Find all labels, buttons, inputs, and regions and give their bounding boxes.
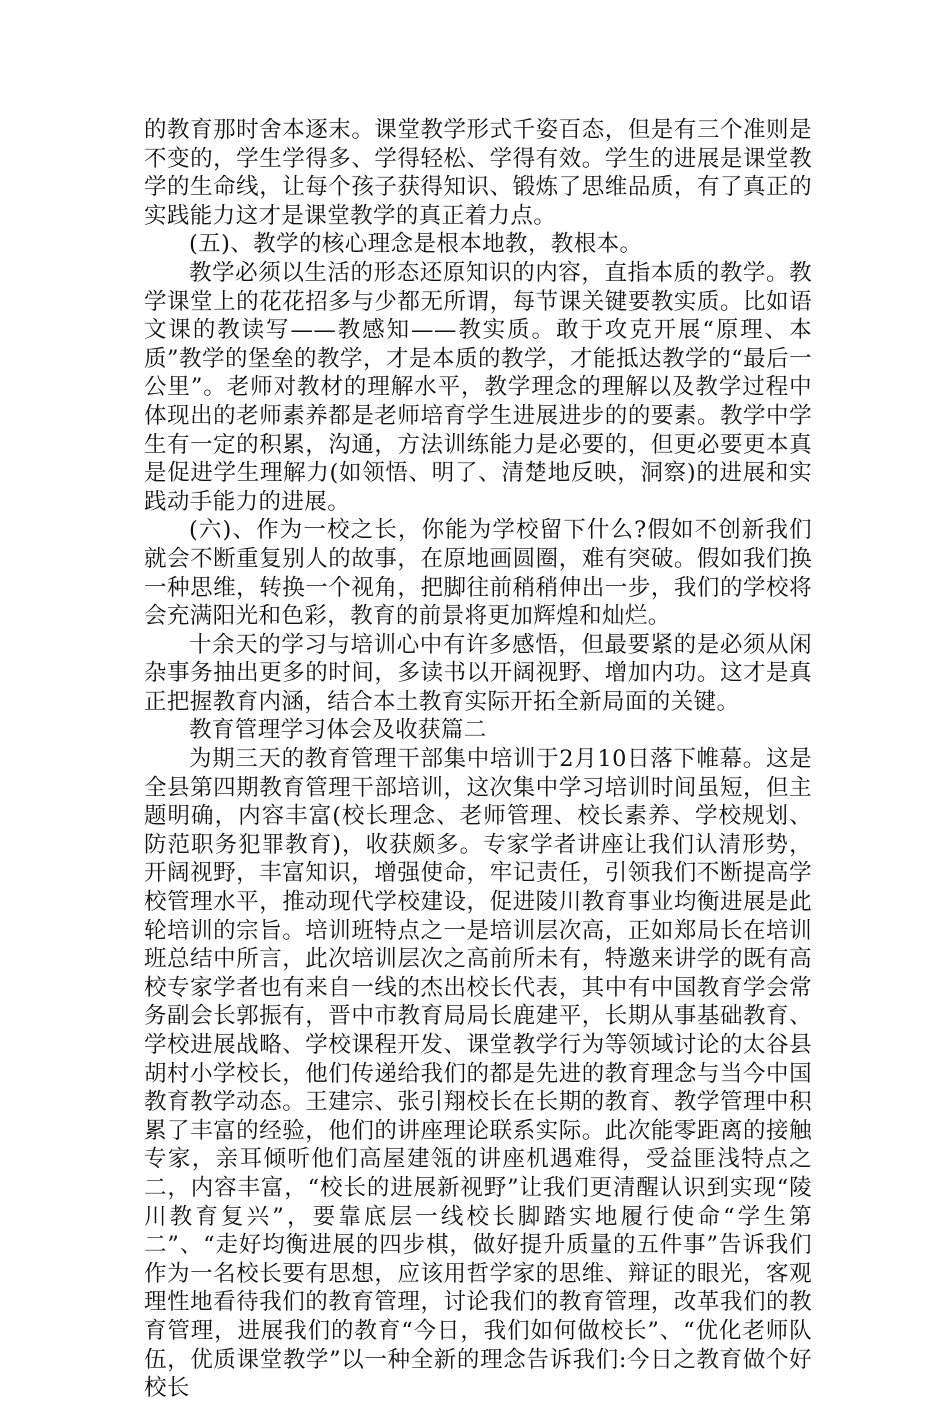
- section-heading-five: (五)、教学的核心理念是根本地教，教根本。: [189, 231, 643, 258]
- paragraph-training-summary: 为期三天的教育管理干部集中培训于2月10日落下帷幕。这是全县第四期教育管理干部培训，这次集中学习培训时间虽短，但主题明确，内容丰富(校长理念、老师管理、校长素养、学校规划、防范职务犯罪教育)，收获颇多。专家学者讲座让我们认清形势，开阔视野，丰富知识，增强使命，牢记责任，引领我们不断提高学校管理水平，推动现代学校建设，促进陵川教育事业均衡进展是此轮培训的宗旨。培训班特点之一是培训层次高，正如郑局长在培训班总结中所言，此次培训层次之高前所未有，特邀来讲学的既有高校专家学者也有来自一线的杰出校长代表，其中有中国教育学会常务副会长郭振有，晋中市教育局局长鹿建平，长期从事基础教育、学校进展战略、学校课程开发、课堂教学行为等领域讨论的太谷县胡村小学校长，他们传递给我们的都是先进的教育理念与当今中国教育教学动态。王建宗、张引翔校长在长期的教育、教学管理中积累了丰富的经验，他们的讲座理论联系实际。此次能零距离的接触专家，亲耳倾听他们高屋建瓴的讲座机遇难得，受益匪浅特点之二，内容丰富，“校长的进展新视野”让我们更清醒认识到实现“陵川教育复兴”，要靠底层一线校长脚踏实地履行使命“学生第二”、“走好均衡进展的四步棋，做好提升质量的五件事”告诉我们作为一名校长要有思想，应该用哲学家的思维、辩证的眼光，客观理性地看待我们的教育管理，讨论我们的教育管理，改革我们的教育管理，进展我们的教育“今日，我们如何做校长”、“优化老师队伍，优质课堂教学”以一种全新的理念告诉我们:今日之教育做个好校长: [144, 746, 812, 1402]
- paragraph-reflection: 十余天的学习与培训心中有许多感悟，但最要紧的是必须从闲杂事务抽出更多的时间，多读书以开阔视野、增加内功。这才是真正把握教育内涵，结合本土教育实际开拓全新局面的关键。: [144, 631, 812, 715]
- body-text: [144, 116, 812, 1403]
- section-heading-six: (六)、作为一校之长，你能为学校留下什么?假如不创新我们就会不断重复别人的故事，在原地画圆圈，难有突破。假如我们换一种思维，转换一个视角，把脚往前稍稍伸出一步，我们的学校将会充满阳光和色彩，教育的前景将更加辉煌和灿烂。: [144, 517, 812, 630]
- article-title-part-two: 教育管理学习体会及收获篇二: [189, 717, 487, 744]
- paragraph-continuation: 的教育那时舍本逐末。课堂教学形式千姿百态，但是有三个准则是不变的，学生学得多、学得轻松、学得有效。学生的进展是课堂教学的生命线，让每个孩子获得知识、锻炼了思维品质，有了真正的实践能力这才是课堂教学的真正着力点。: [144, 117, 812, 229]
- paragraph-teaching-essence: 教学必须以生活的形态还原知识的内容，直指本质的教学。教学课堂上的花花招多与少都无所谓，每节课关键要教实质。比如语文课的教读写——教感知——教实质。敢于攻克开展“原理、本质”教学的堡垒的教学，才是本质的教学，才能抵达教学的“最后一公里”。老师对教材的理解水平，教学理念的理解以及教学过程中体现出的老师素养都是老师培育学生进展进步的的要素。教学中学生有一定的积累，沟通，方法训练能力是必要的，但更必要更本真是促进学生理解力(如领悟、明了、清楚地反映，洞察)的进展和实践动手能力的进展。: [144, 259, 812, 515]
